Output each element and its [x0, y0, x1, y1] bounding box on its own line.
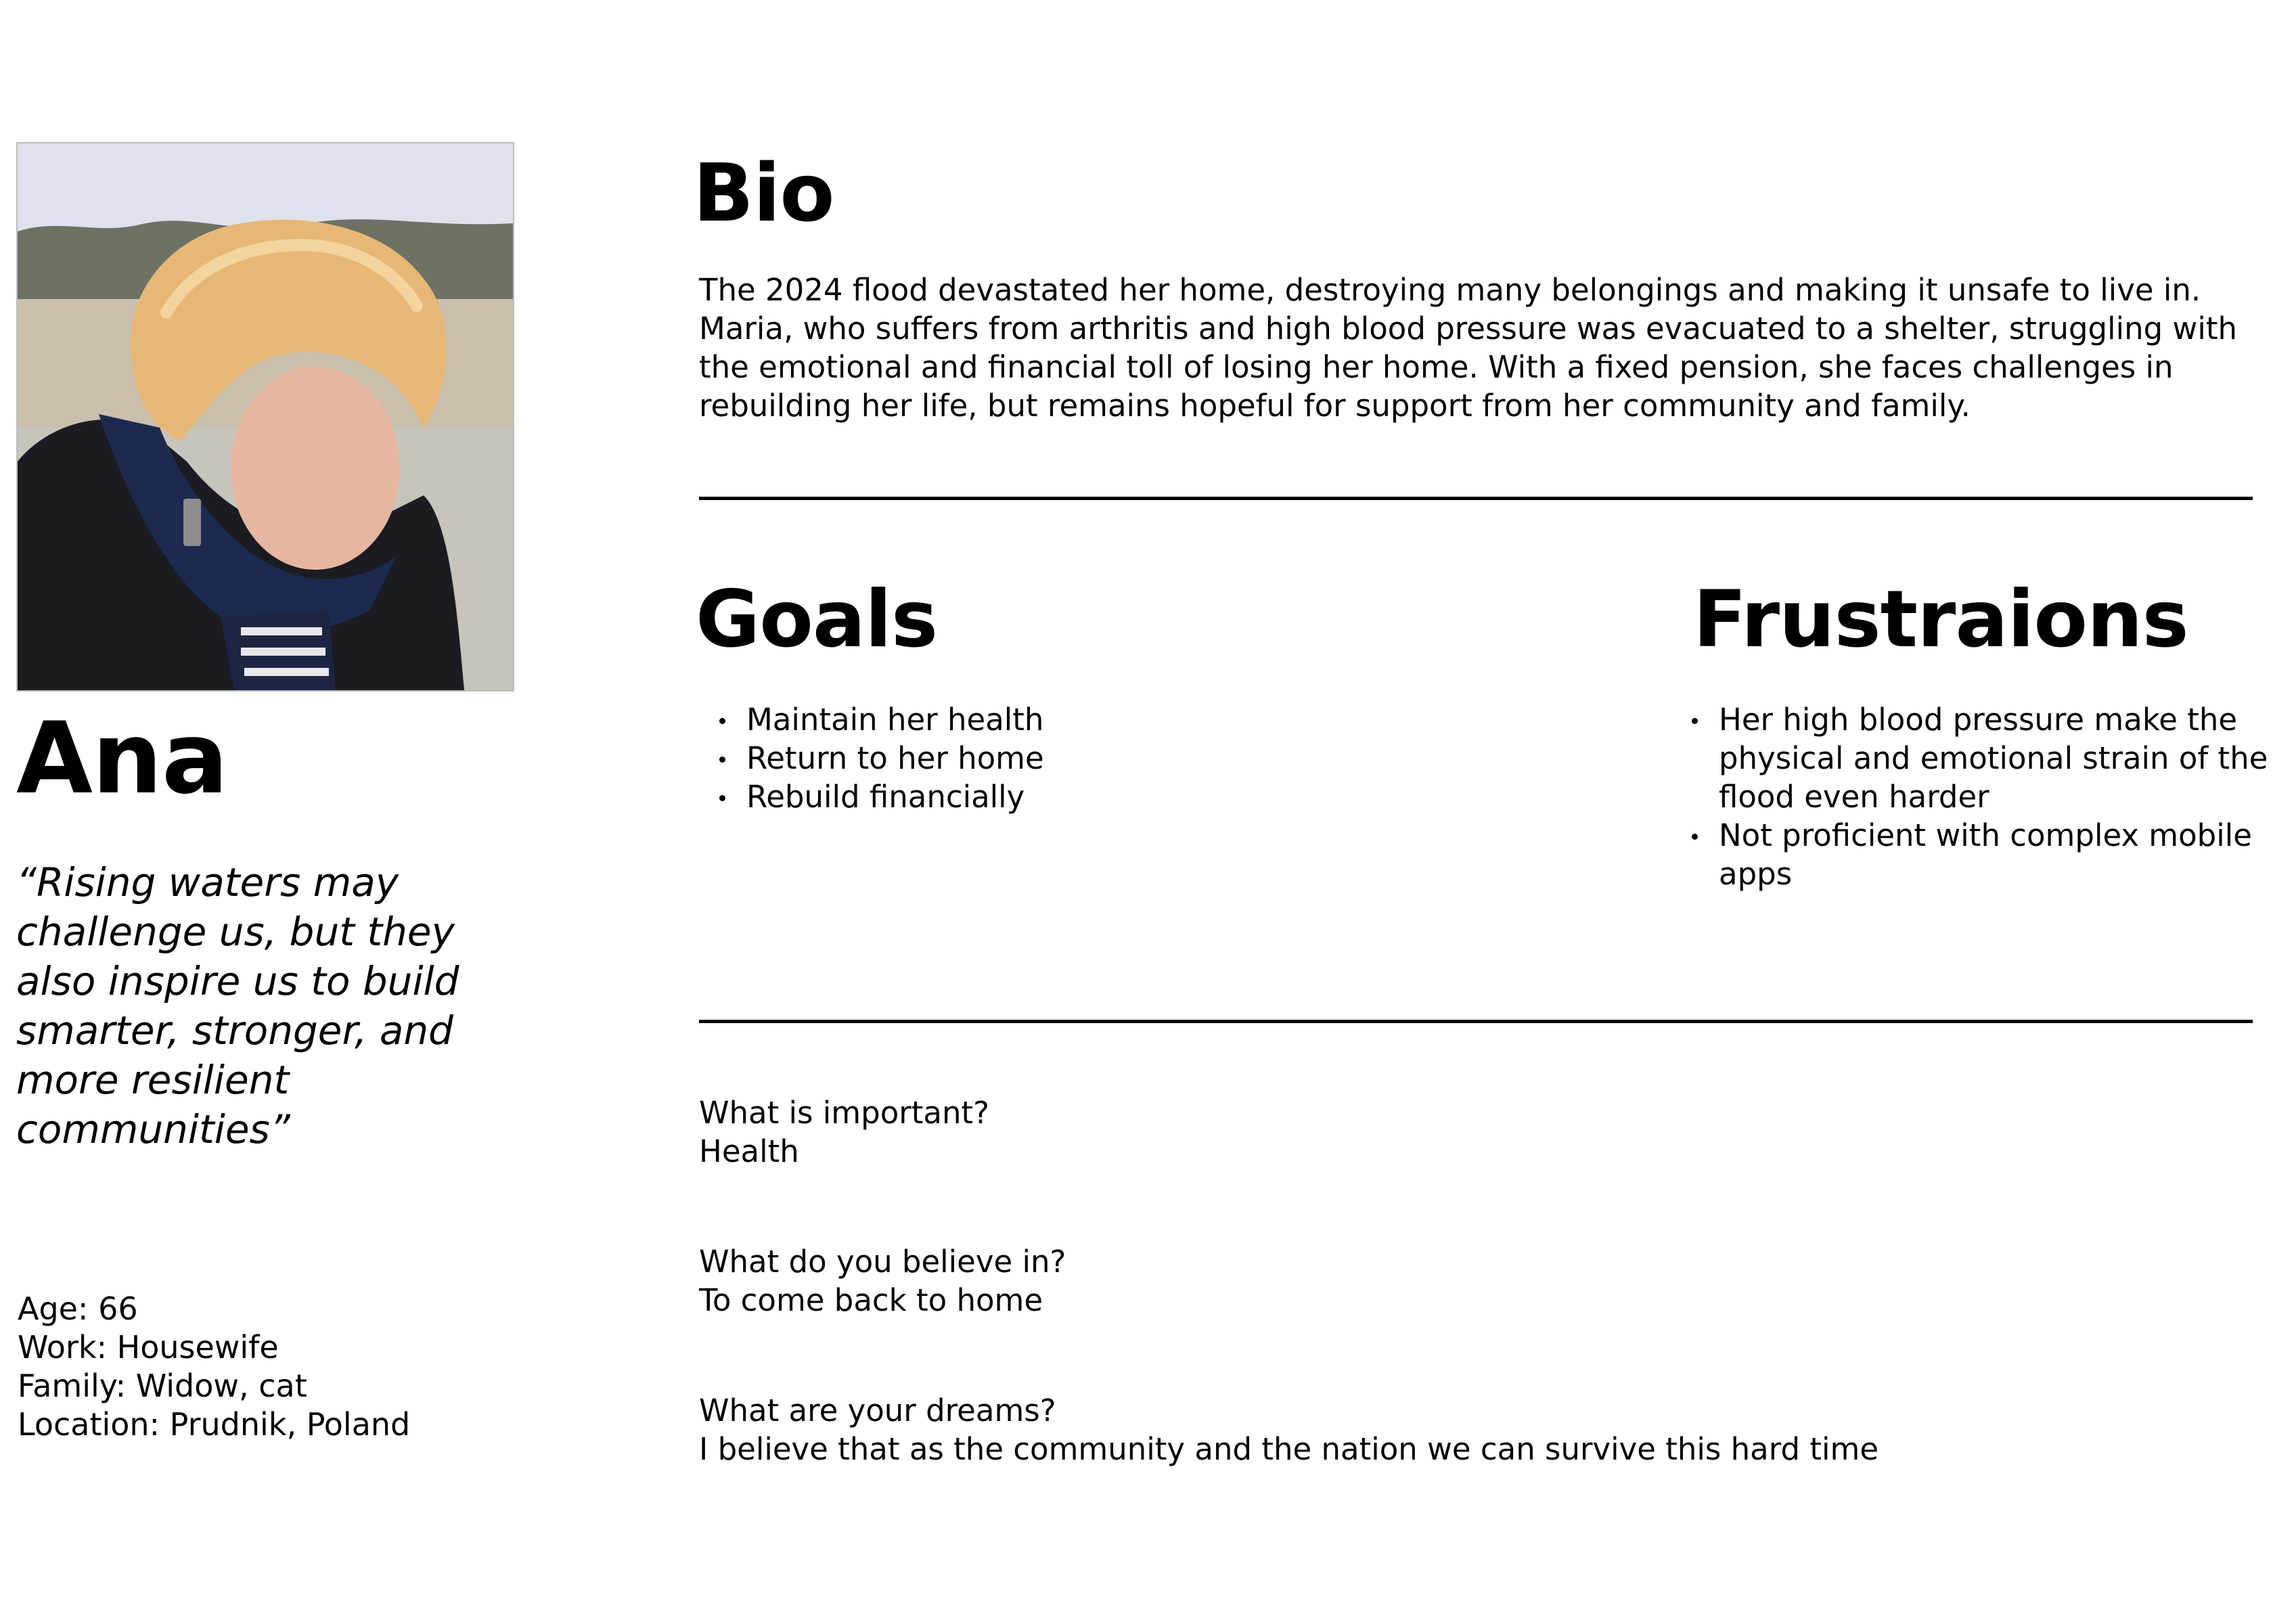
frustration-item: Not proficient with complex mobile apps — [1671, 816, 2294, 893]
frustrations-heading: Frustraions — [1693, 574, 2188, 665]
qa-answer: Health — [699, 1133, 799, 1169]
goals-heading: Goals — [696, 574, 937, 665]
persona-name: Ana — [16, 701, 228, 816]
persona-photo — [16, 142, 514, 692]
qa-answer: To come back to home — [699, 1282, 1043, 1318]
qa-item — [699, 1391, 1878, 1468]
goal-item: Return to her home — [699, 739, 1308, 777]
goal-item: Maintain her health — [699, 700, 1308, 739]
goals-list — [699, 700, 1308, 816]
frustrations-list — [1671, 700, 2294, 893]
bio-heading: Bio — [693, 146, 834, 240]
section-divider — [699, 1020, 2253, 1023]
qa-item — [699, 1093, 989, 1171]
qa-item — [699, 1242, 1066, 1320]
demographic-work: Work: Housewife — [18, 1329, 279, 1366]
bio-text: The 2024 flood devastated her home, destroying many belongings and making it unsafe to live in. Maria, who suffers from arthritis and high blood pressure was evacuated to a shelter, struggling with the emotional and financial toll of losing her home. With a fixed pension, she faces challenges in rebuilding her life, but remains hopeful for support from her community and family. — [699, 272, 2237, 424]
qa-question: What are your dreams? — [699, 1393, 1056, 1428]
frustration-item: Her high blood pressure make the physical and emotional strain of the flood even harder — [1671, 700, 2294, 816]
qa-answer: I believe that as the community and the nation we can survive this hard time — [699, 1431, 1879, 1467]
demographic-age: Age: 66 — [18, 1290, 138, 1327]
persona-quote: “Rising waters may challenge us, but they also inspire us to build smarter, stronger, and more resilient communities” — [16, 859, 459, 1152]
qa-question: What is important? — [699, 1095, 989, 1131]
goal-item: Rebuild financially — [699, 777, 1308, 816]
demographics — [18, 1290, 410, 1444]
persona-photo-illustration — [18, 143, 513, 690]
demographic-family: Family: Widow, cat — [18, 1368, 307, 1404]
qa-question: What do you believe in? — [699, 1244, 1066, 1280]
section-divider — [699, 497, 2253, 500]
demographic-location: Location: Prudnik, Poland — [18, 1406, 411, 1443]
